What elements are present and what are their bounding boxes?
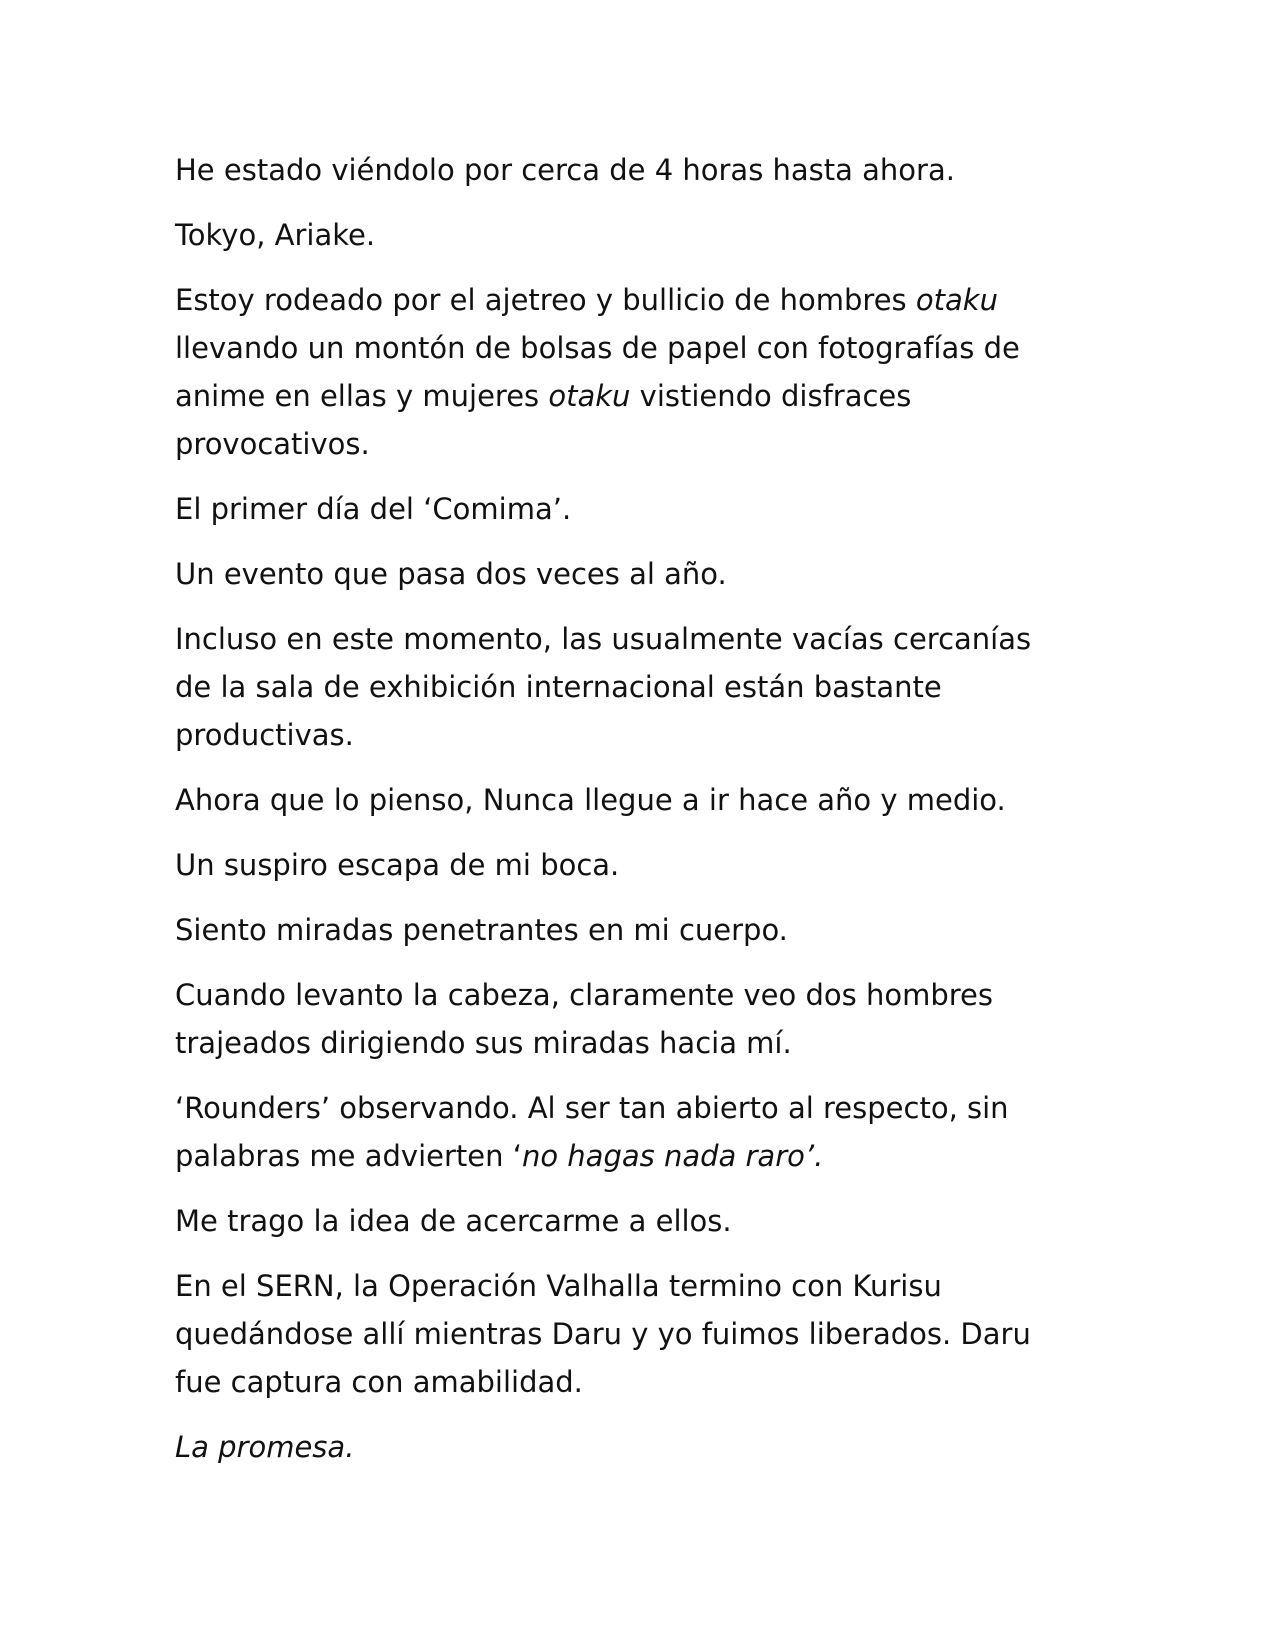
text-line	[175, 971, 1075, 1019]
text-run: En el SERN, la Operación Valhalla termino con Kurisu	[175, 1269, 942, 1303]
body-text	[175, 146, 1075, 1488]
text-run: palabras me advierten ‘	[175, 1139, 522, 1173]
text-run: fue captura con amabilidad.	[175, 1365, 583, 1399]
text-line	[175, 146, 1075, 194]
text-line	[175, 550, 1075, 598]
paragraph	[175, 776, 1075, 824]
italic-run: otaku	[915, 283, 998, 317]
paragraph	[175, 1262, 1075, 1406]
text-line	[175, 420, 1075, 468]
text-line	[175, 776, 1075, 824]
text-run: provocativos.	[175, 427, 370, 461]
text-line	[175, 711, 1075, 759]
text-run: vistiendo disfraces	[630, 379, 912, 413]
text-line	[175, 1423, 1075, 1471]
text-run: Tokyo, Ariake.	[175, 218, 376, 252]
paragraph	[175, 211, 1075, 259]
paragraph	[175, 971, 1075, 1067]
text-run: productivas.	[175, 718, 354, 752]
text-line	[175, 1084, 1075, 1132]
text-line	[175, 906, 1075, 954]
paragraph	[175, 1084, 1075, 1180]
text-run: Ahora que lo pienso, Nunca llegue a ir hace año y medio.	[175, 783, 1006, 817]
italic-run: otaku	[548, 379, 631, 413]
paragraph	[175, 841, 1075, 889]
text-line	[175, 1197, 1075, 1245]
text-line	[175, 372, 1075, 420]
text-line	[175, 841, 1075, 889]
text-line	[175, 1019, 1075, 1067]
text-run: Incluso en este momento, las usualmente vacías cercanías	[175, 622, 1032, 656]
paragraph	[175, 485, 1075, 533]
italic-run: no hagas nada raro’.	[521, 1139, 824, 1173]
text-line	[175, 1310, 1075, 1358]
text-line	[175, 485, 1075, 533]
text-run: Un suspiro escapa de mi boca.	[175, 848, 620, 882]
text-run: Siento miradas penetrantes en mi cuerpo.	[175, 913, 788, 947]
text-run: quedándose allí mientras Daru y yo fuimos liberados. Daru	[175, 1317, 1031, 1351]
paragraph	[175, 146, 1075, 194]
text-line	[175, 1358, 1075, 1406]
italic-run: La promesa.	[175, 1430, 355, 1464]
text-run: Cuando levanto la cabeza, claramente veo dos hombres	[175, 978, 993, 1012]
paragraph	[175, 1197, 1075, 1245]
text-line	[175, 663, 1075, 711]
paragraph	[175, 1423, 1075, 1471]
paragraph	[175, 615, 1075, 759]
text-run: El primer día del ‘Comima’.	[175, 492, 572, 526]
text-line	[175, 211, 1075, 259]
text-run: trajeados dirigiendo sus miradas hacia mí.	[175, 1026, 792, 1060]
text-run: Estoy rodeado por el ajetreo y bullicio de hombres	[175, 283, 916, 317]
text-line	[175, 324, 1075, 372]
text-line	[175, 1262, 1075, 1310]
text-run: anime en ellas y mujeres	[175, 379, 549, 413]
text-run: Un evento que pasa dos veces al año.	[175, 557, 727, 591]
paragraph	[175, 906, 1075, 954]
text-run: He estado viéndolo por cerca de 4 horas hasta ahora.	[175, 153, 955, 187]
text-run: de la sala de exhibición internacional están bastante	[175, 670, 942, 704]
paragraph	[175, 276, 1075, 468]
text-line	[175, 276, 1075, 324]
text-run: llevando un montón de bolsas de papel con fotografías de	[175, 331, 1020, 365]
paragraph	[175, 550, 1075, 598]
text-line	[175, 1132, 1075, 1180]
text-run: ‘Rounders’ observando. Al ser tan abierto al respecto, sin	[175, 1091, 1009, 1125]
text-line	[175, 615, 1075, 663]
text-run: Me trago la idea de acercarme a ellos.	[175, 1204, 732, 1238]
